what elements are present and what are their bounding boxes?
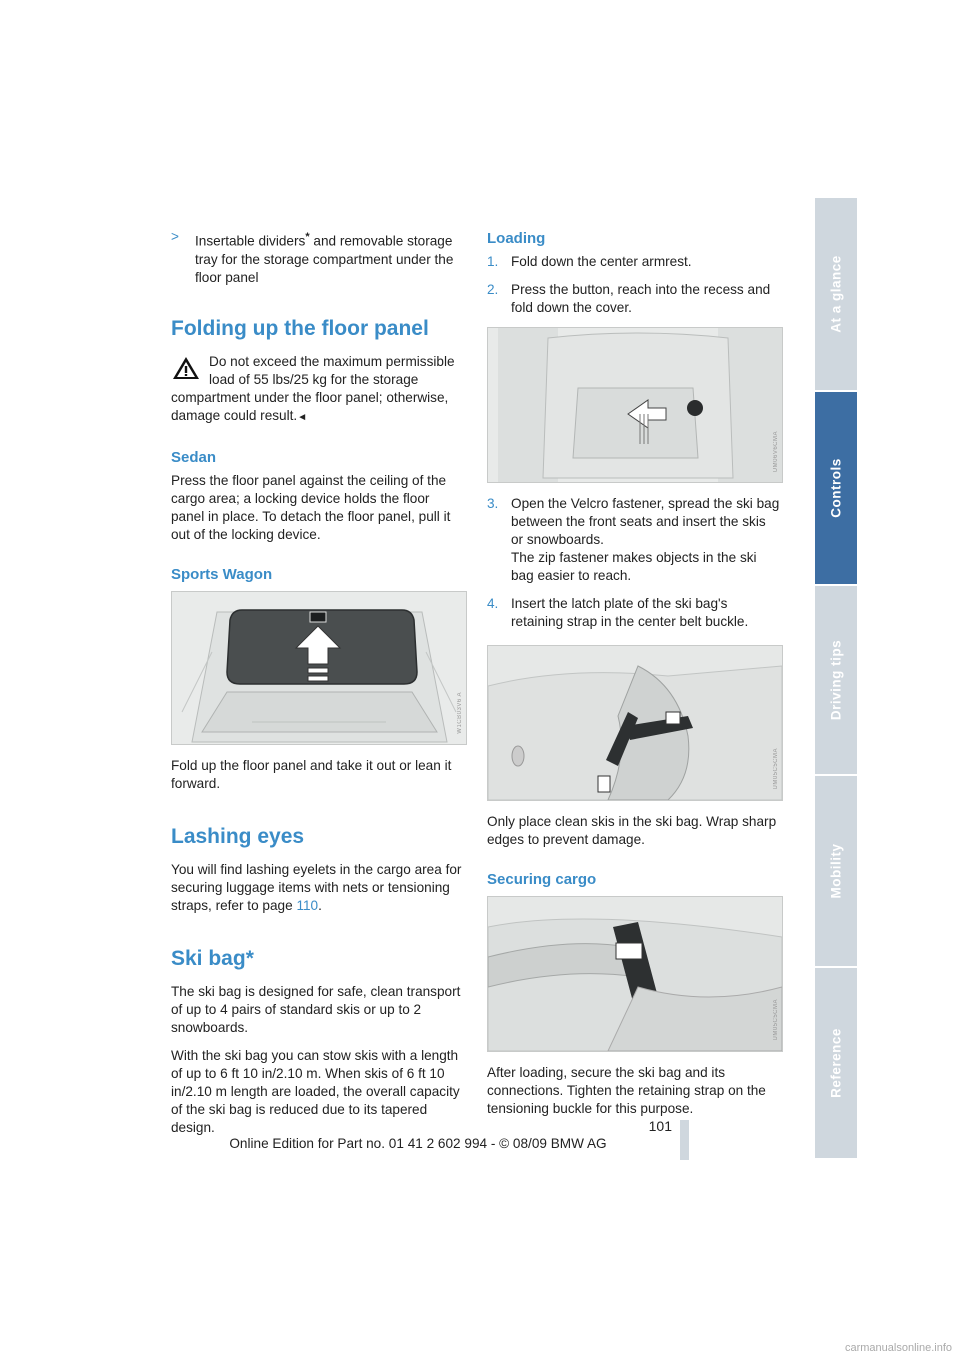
footer-edition: Online Edition for Part no. 01 41 2 602 994 - © 08/09 BMW AG: [229, 1136, 607, 1151]
figure-ski-bag-strap: [487, 645, 783, 801]
option-star: *: [305, 231, 310, 243]
warning-floor-load: Do not exceed the maximum permissible load of 55 lbs/25 kg for the storage compartment under the floor panel; otherwise, damage could result.◄: [171, 353, 455, 423]
section-tabs: [815, 198, 857, 1160]
tensioning-buckle-illustration: [488, 897, 782, 1051]
ski-bag-strap-illustration: [488, 646, 782, 800]
tab-mobility[interactable]: Mobility: [815, 776, 857, 968]
figure-armrest-cover: [487, 327, 783, 483]
tab-controls[interactable]: Controls: [815, 392, 857, 586]
paragraph-lashing: You will find lashing eyelets in the cargo area for securing luggage items with nets or tensioning straps, refer to page 110.: [171, 861, 462, 913]
heading-sedan: Sedan: [171, 448, 217, 466]
figure-code: UM06V6CMA: [773, 430, 779, 472]
paragraph-fold-up: Fold up the floor panel and take it out or lean it forward.: [171, 757, 452, 791]
tab-reference[interactable]: Reference: [815, 968, 857, 1160]
paragraph-ski-bag-1: The ski bag is designed for safe, clean transport of up to 4 pairs of standard skis or up to 2 snowboards.: [171, 983, 461, 1035]
tab-driving-tips[interactable]: Driving tips: [815, 586, 857, 776]
armrest-recess-illustration: [488, 328, 782, 482]
tab-at-a-glance[interactable]: At a glance: [815, 198, 857, 392]
figure-securing-cargo: [487, 896, 783, 1052]
paragraph-clean-skis: Only place clean skis in the ski bag. Wrap sharp edges to prevent damage.: [487, 814, 777, 847]
page-number: 101: [648, 1118, 672, 1134]
watermark: carmanualsonline.info: [844, 1342, 952, 1354]
right-column: [487, 228, 781, 1128]
figure-code: UM05C5CMA: [773, 748, 779, 790]
figure-code: W1CB03V6 A: [457, 691, 463, 734]
bullet-marker: >: [171, 229, 179, 244]
paragraph-sedan: Press the floor panel against the ceiling of the cargo area; a locking device holds the floor panel in place. To detach the floor panel, pull it out of the locking device.: [171, 472, 451, 542]
step-4: 4. Insert the latch plate of the ski bag's retaining strap in the center belt buckle.: [487, 596, 749, 629]
heading-loading: Loading: [487, 230, 546, 247]
step-2: 2. Press the button, reach into the recess and fold down the cover.: [487, 282, 771, 315]
left-column: [171, 228, 465, 1147]
page-link-110[interactable]: 110: [296, 897, 319, 913]
step-3: 3. Open the Velcro fastener, spread the ski bag between the front seats and insert the skis or snowboards. The zip fastener makes objects in the ski bag easier to reach.: [487, 496, 780, 583]
paragraph-ski-bag-2: With the ski bag you can stow skis with a length of up to 6 ft 10 in/2.10 m. When skis of 6 ft 10 in/2.10 m length are loaded, the overall capacity of the ski bag is reduced due to its tapered design.: [171, 1047, 460, 1135]
figure-sports-wagon-cargo: [171, 591, 467, 745]
heading-lashing-eyes: Lashing eyes: [171, 824, 305, 848]
figure-code: UM05C5CMA: [773, 999, 779, 1041]
paragraph-after-loading: After loading, secure the ski bag and its connections. Tighten the retaining strap on the tensioning buckle for this purpose.: [487, 1065, 766, 1116]
heading-floor-panel: Folding up the floor panel: [171, 316, 429, 340]
heading-sports-wagon: Sports Wagon: [171, 565, 273, 583]
heading-ski-bag: Ski bag*: [171, 946, 254, 970]
cargo-floor-illustration: [172, 592, 466, 744]
step-1: 1. Fold down the center armrest.: [487, 254, 692, 269]
bullet-dividers: > Insertable dividers* and removable storage tray for the storage compartment under the floor panel: [171, 229, 454, 285]
warning-triangle-icon: [171, 355, 201, 381]
heading-securing-cargo: Securing cargo: [487, 871, 597, 888]
